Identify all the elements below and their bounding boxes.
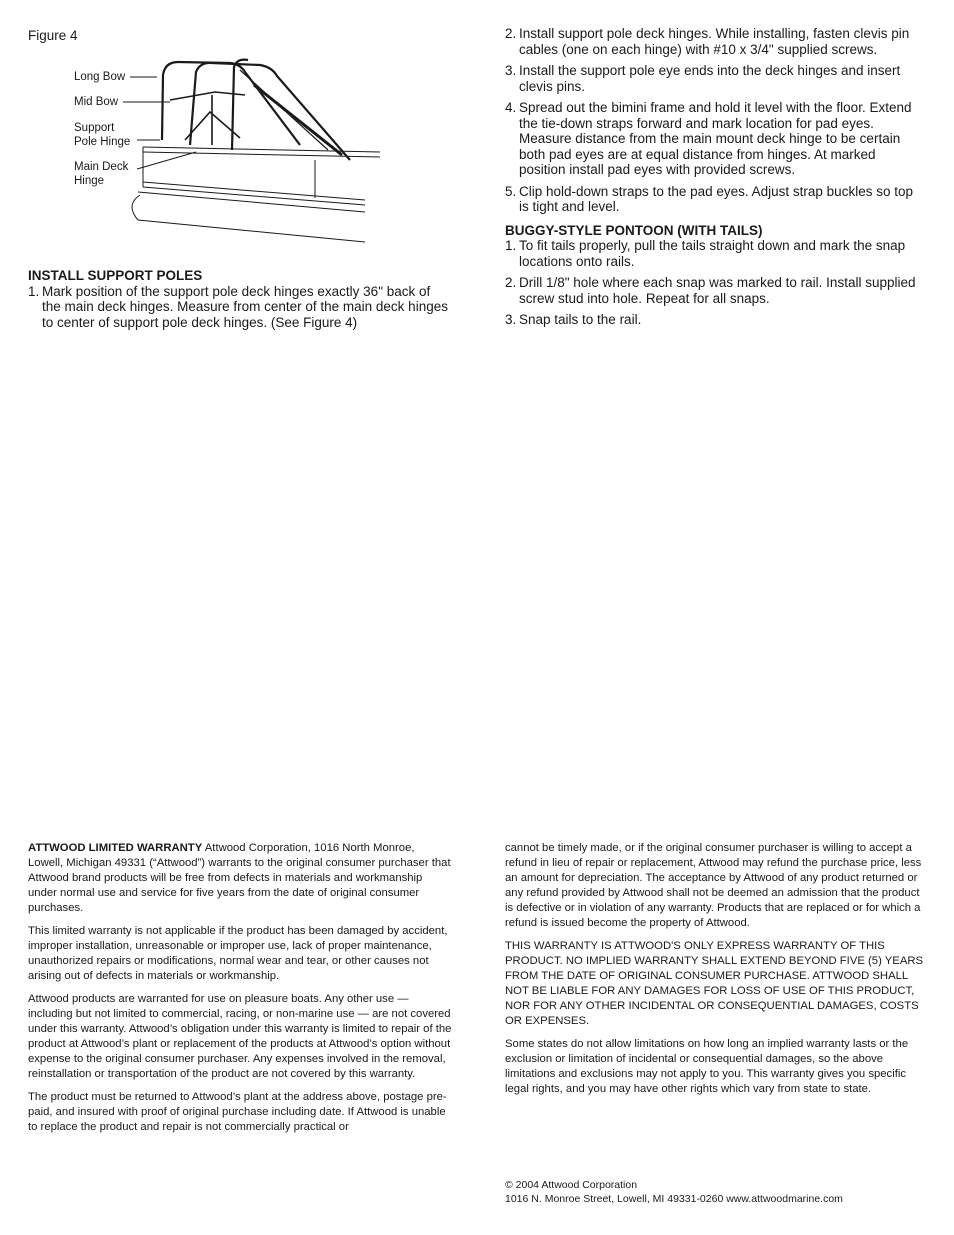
label-mid-bow: Mid Bow	[74, 96, 119, 108]
step-number: 2.	[505, 26, 517, 41]
step-number: 3.	[505, 63, 517, 78]
step-text: Spread out the bimini frame and hold it level with the floor. Extend the tie-down straps forward and mark location for pad eyes. Measure distance from the main mount deck hinge to be certain both pad eyes are at equal distance from hinges. At marked position install pad eyes with provided screws.	[519, 100, 912, 177]
step-text: Clip hold-down straps to the pad eyes. Adjust strap buckles so top is tight and level.	[519, 183, 913, 214]
step-number: 4.	[505, 100, 517, 115]
warranty-paragraph: Some states do not allow limitations on how long an implied warranty lasts or the exclusion or limitation of incidental or consequential damages, so the above limitations and exclusions may not apply to you. This warranty gives you specific legal rights, and you may have other rights which vary from state to state.	[505, 1038, 909, 1095]
step-text: Drill 1/8" hole where each snap was marked to rail. Install supplied screw stud into hole. Repeat for all snaps.	[519, 275, 916, 306]
install-support-poles-section	[28, 268, 448, 336]
step-text: To fit tails properly, pull the tails straight down and mark the snap locations onto rails.	[519, 238, 906, 269]
step-number: 5.	[505, 183, 517, 199]
install-step	[505, 63, 925, 94]
step-number: 2.	[505, 275, 517, 290]
install-step	[28, 284, 448, 331]
step-text: Install the support pole eye ends into the deck hinges and insert clevis pins.	[519, 63, 901, 94]
buggy-step	[505, 312, 925, 328]
section-heading-buggy-style: BUGGY-STYLE PONTOON (WITH TAILS)	[505, 222, 763, 238]
step-text: Install support pole deck hinges. While installing, fasten clevis pin cables (one on each hinge) with #10 x 3/4" supplied screws.	[519, 26, 910, 57]
warranty-paragraph: Attwood products are warranted for use on pleasure boats. Any other use — including but not limited to commercial, racing, or non-marine use — are not covered under this warranty. Attwood’s obligation under this warranty is limited to repair of the product at Attwood’s plant or replacement of the products at Attwood’s option without expense to the original consumer purchaser. Any expenses involved in the removal, reinstallation or transportation of the product are not covered by this warranty.	[28, 993, 452, 1080]
label-main-line2: Hinge	[74, 175, 105, 187]
step-number: 1.	[28, 283, 40, 299]
step-number: 1.	[505, 238, 517, 253]
warranty-column-left	[28, 841, 452, 1143]
warranty-paragraph: The product must be returned to Attwood’s plant at the address above, postage pre-paid, and insured with proof of original purchase including date. If Attwood is unable to replace the product and repair is not commercially practical or	[28, 1091, 447, 1133]
step-number: 3.	[505, 312, 517, 327]
install-step	[505, 100, 925, 178]
figure-caption: Figure 4	[28, 28, 78, 43]
warranty-paragraph	[28, 841, 452, 916]
warranty-paragraph: THIS WARRANTY IS ATTWOOD'S ONLY EXPRESS WARRANTY OF THIS PRODUCT. NO IMPLIED WARRANTY SHALL EXTEND BEYOND FIVE (5) YEARS FROM THE DATE OF ORIGINAL CONSUMER PURCHASE. ATTWOOD SHALL NOT BE LIABLE FOR ANY DAMAGES FOR LOSS OF USE OF THIS PRODUCT, NOR FOR ANY OTHER INCIDENTAL OR CONSEQUENTIAL DAMAGES, COSTS OR EXPENSES.	[505, 940, 924, 1027]
bimini-frame-illustration	[0, 0, 400, 250]
label-long-bow: Long Bow	[74, 71, 126, 83]
step-text: Snap tails to the rail.	[519, 312, 642, 327]
section-heading-install-support-poles: INSTALL SUPPORT POLES	[28, 268, 203, 283]
copyright: © 2004 Attwood Corporation	[505, 1179, 638, 1191]
step-text: Mark position of the support pole deck hinges exactly 36" back of the main deck hinges. Measure from center of the main deck hinges to center of support pole deck hinges. (See Figure 4)	[42, 283, 448, 330]
install-step	[505, 26, 925, 57]
buggy-step	[505, 275, 925, 306]
warranty-title: ATTWOOD LIMITED WARRANTY	[28, 842, 203, 854]
install-step	[505, 184, 925, 215]
install-steps-continued	[505, 26, 925, 334]
warranty-intro: Attwood Corporation, 1016 North Monroe, Lowell, Michigan 49331 (“Attwood”) warrants to the original consumer purchaser that Attwood brand products will be free from defects in materials and workmanship under normal use and service for five years from the date of original consumer purchases.	[28, 842, 451, 914]
buggy-step	[505, 238, 925, 269]
label-support-line1: Support	[74, 122, 115, 134]
warranty-paragraph: This limited warranty is not applicable if the product has been damaged by accident, improper installation, unreasonable or improper use, lack of proper maintenance, unauthorized repairs or modifications, normal wear and tear, or other causes not arising out of defects in materials or workmanship.	[28, 925, 448, 982]
warranty-paragraph: cannot be timely made, or if the original consumer purchaser is willing to accept a refund in lieu of repair or replacement, Attwood may refund the purchase price, less an amount for depreciation. The acceptance by Attwood of any product returned or any refund provided by Attwood shall not be deemed an admission that the product is defective or in violation of any warranty. Products that are replaced or for which a refund is issued become the property of Attwood.	[505, 842, 922, 929]
warranty-column-right	[505, 841, 927, 1105]
leader-main-hinge	[137, 152, 196, 169]
company-address: 1016 N. Monroe Street, Lowell, MI 49331-0260 www.attwoodmarine.com	[505, 1193, 843, 1205]
label-support-line2: Pole Hinge	[74, 136, 131, 148]
footer	[505, 1178, 843, 1206]
label-main-line1: Main Deck	[74, 161, 129, 173]
